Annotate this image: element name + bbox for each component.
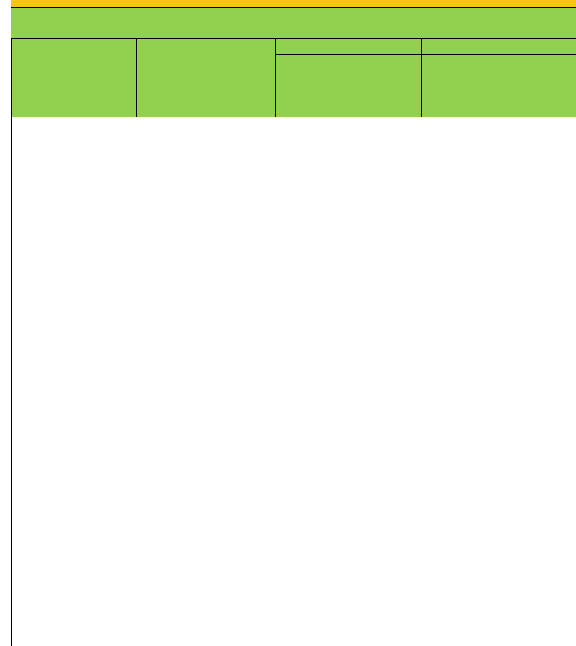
- header-study-desc: [276, 55, 422, 117]
- stipend-table: [11, 0, 576, 646]
- header-country: [136, 39, 276, 117]
- header-intern-desc: [422, 55, 576, 117]
- header-study-title: [276, 39, 422, 55]
- header-group: [11, 39, 136, 117]
- header-intern-title: [422, 39, 576, 55]
- left-border: [11, 39, 12, 646]
- table-subtitle: [11, 8, 576, 39]
- program-title: [11, 0, 576, 8]
